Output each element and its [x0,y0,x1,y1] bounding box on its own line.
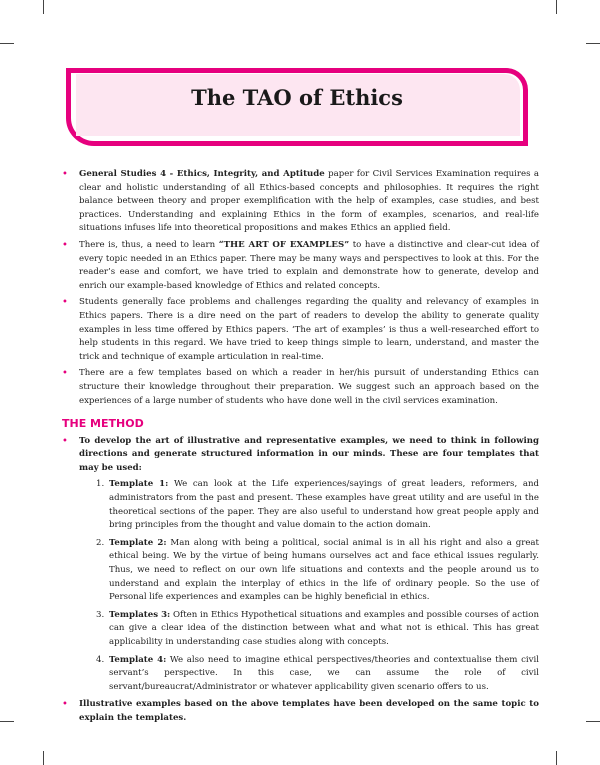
crop-mark [556,0,557,14]
intro-bullet [62,239,539,293]
page-body [62,168,539,729]
bullet-text: paper for Civil Services Examination requires a clear and holistic understanding of all Ethics-based concepts and philosophies. It requires the right balance between theory and proper exemplification with the help of examples, case studies, and best practices. Understanding and explaining Ethics in the form of examples, scenarios, and real-life situations infuses life into theoretical propositions and makes Ethics an applied field. [79,169,539,234]
method-heading: THE METHOD [62,417,144,431]
template-label: Template 4: [109,654,167,665]
template-item [96,654,539,695]
template-text: We also need to imagine ethical perspectives/theories and contextualise them civil servant’s perspective. In this case, we can assume the role of civil servant/bureaucrat/Administrator or whatever applicability given scenario offers to us. [109,654,539,692]
crop-mark [586,721,600,722]
crop-mark [0,43,14,44]
template-number: 4. [96,654,105,665]
bullet-icon: • [62,368,68,380]
template-label: Templates 3: [109,609,171,620]
template-label: Template 2: [109,537,167,548]
crop-mark [43,751,44,765]
closing-text: Illustrative examples based on the above templates have been developed on the same topic to explain the templates. [79,699,539,723]
template-list [96,478,539,694]
method-lead-text: To develop the art of illustrative and representative examples, we need to think in following directions and generate structured information in our minds. These are four templates that may be used: [79,435,539,473]
template-text: We can look at the Life experiences/sayings of great leaders, reformers, and administrators from the past and present. These examples have great utility and are useful in the theoretical sections of the paper. They are also useful to understand how great people apply and bring principles from the thought and value domain to the action domain. [109,479,539,531]
bullet-icon: • [62,297,68,309]
intro-bullet [62,296,539,364]
closing-bullet [62,698,539,725]
template-number: 1. [96,479,105,490]
template-item [96,537,539,605]
template-label: Template 1: [109,479,169,490]
intro-bullet [62,168,539,236]
bullet-text: Students generally face problems and challenges regarding the quality and relevancy of examples in Ethics papers. There is a dire need on the part of readers to develop the ability to generate quality examples in less time offered by Ethics papers. ‘The art of examples’ is thus a well-researched effort to help students in this regard. We have tried to keep things simple to learn, understand, and master the trick and technique of example articulation in real-time. [79,297,539,362]
crop-mark [0,721,14,722]
bullet-text: There are a few templates based on which a reader in her/his pursuit of understanding Ethics can structure their knowledge throughout their preparation. We suggest such an approach based on the experiences of a large number of students who have done well in the civil services examination. [79,368,539,406]
bullet-icon: • [62,169,68,180]
template-number: 2. [96,537,105,548]
bullet-bold-text: “THE ART OF EXAMPLES” [218,239,350,250]
bullet-icon: • [62,239,68,251]
template-text: Man along with being a political, social animal is in all his right and also a great ethical being. We by the virtue of being humans ourselves act and face ethical issues regularly. Thus, we need to reflect on our own life situations and contexts and the people around us to understand and explain the interplay of ethics in the life of ordinary people. So the use of Personal life experiences and examples can be highly beneficial in ethics. [109,537,539,603]
crop-mark [586,43,600,44]
bullet-icon: • [62,699,68,711]
bullet-bold-text: General Studies 4 - Ethics, Integrity, and Aptitude [79,169,325,179]
template-item [96,609,539,650]
bullet-text: There is, thus, a need to learn [79,239,219,250]
bullet-text: to have a distinctive and clear-cut idea of every topic needed in an Ethics paper. There may be many ways and perspectives to look at this. For the reader’s ease and comfort, we have tried to explain and demonstrate how to generate, develop and enrich our example-based knowledge of Ethics and related concepts. [79,239,539,291]
intro-bullet [62,367,539,408]
title-banner [66,68,528,146]
method-lead-bullet [62,435,539,476]
template-number: 3. [96,609,105,620]
crop-mark [43,0,44,14]
crop-mark [556,751,557,765]
bullet-icon: • [62,435,68,447]
page-title: The TAO of Ethics [191,85,403,110]
template-item [96,478,539,532]
template-text: Often in Ethics Hypothetical situations and examples and possible courses of action can give a clear idea of the distinction between what and what not is ethical. This has great applicability in understanding case studies along with concepts. [109,609,539,647]
